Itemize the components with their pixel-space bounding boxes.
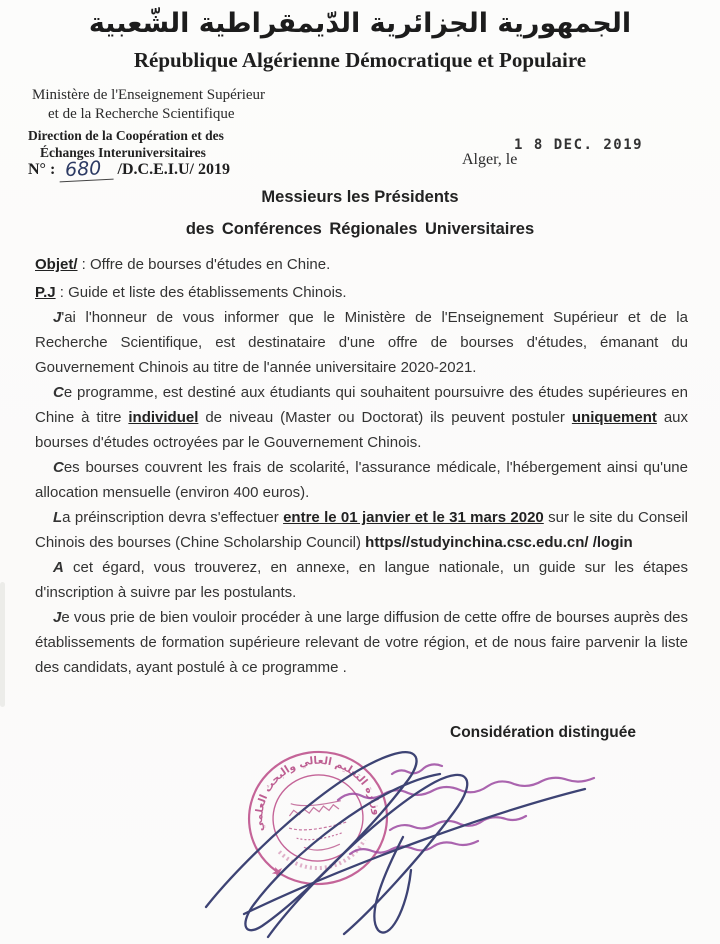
subject-block [35, 256, 347, 312]
stamp-inner-emblem [286, 796, 350, 854]
ministry-line2: et de la Recherche Scientifique [48, 106, 235, 122]
direction-line2: Échanges Interuniversitaires [40, 145, 206, 160]
text-segment: sur le site du Conseil Chinois des bourses (Chine Scholarship Council) [35, 509, 689, 551]
body-paragraph [35, 305, 688, 380]
text-segment: A [53, 559, 64, 576]
place-label: Alger, le [462, 151, 518, 168]
stamp-star-icon: ★ [268, 861, 288, 884]
text-segment: cet égard, vous trouverez, en annexe, en langue nationale, un guide sur les étapes d'inscription à suivre par les postulants. [35, 559, 688, 601]
body-paragraph [35, 555, 688, 605]
ref-prefix: N° : [28, 161, 56, 178]
ministry-stamp [240, 743, 395, 893]
reference-number-line [28, 157, 230, 180]
scan-edge-smudge [0, 582, 5, 707]
objet-label: Objet/ [35, 256, 78, 273]
date-stamp: 1 8 DEC. 2019 [514, 137, 644, 153]
stamp-ring-text: وزارة التعليم العالي والبحث العلمي [253, 754, 384, 832]
republic-title-french: République Algérienne Démocratique et Populaire [133, 48, 587, 72]
ministry-name [32, 86, 265, 124]
body-paragraph [35, 505, 688, 555]
text-segment: entre le 01 janvier et le 31 mars 2020 [283, 509, 544, 526]
text-segment: es bourses couvrent les frais de scolarité, l'assurance médicale, l'hébergement ainsi qu'une allocation mensuelle (environ 400 euros). [35, 459, 688, 501]
text-segment: C [53, 459, 64, 476]
recipient-line2: des Conférences Régionales Universitaires [185, 220, 535, 238]
stamp-and-signature-area [148, 742, 628, 944]
direction-line1: Direction de la Coopération et des [28, 128, 224, 143]
body-paragraph [35, 380, 688, 455]
objet-text: : Offre de bourses d'études en Chine. [77, 256, 331, 273]
text-segment: 'ai l'honneur de vous informer que le Ministère de l'Enseignement Supérieur et de la Recherche Scientifique, est destinataire d'une offre de bourses d'études, émanant du Gouvernement Chinois au titre de l'année universitaire 2020-2021. [35, 309, 688, 376]
text-segment: L [53, 509, 63, 526]
text-segment: uniquement [571, 409, 657, 426]
recipient-line1: Messieurs les Présidents [261, 188, 459, 206]
body-paragraph [35, 455, 688, 505]
letter-body [35, 305, 688, 680]
objet-line [35, 256, 347, 273]
ref-number-handwritten: 680 [59, 157, 114, 183]
text-segment: de niveau (Master ou Doctorat) ils peuvent postuler [198, 409, 572, 426]
body-paragraph [35, 605, 688, 680]
text-segment: e programme, est destiné aux étudiants qui souhaitent poursuivre des études supérieures en Chine à titre [35, 384, 688, 426]
text-segment: aux bourses d'études octroyées par le Gouvernement Chinois. [35, 409, 689, 451]
closing-salutation: Considération distinguée [450, 724, 637, 741]
text-segment: a préinscription devra s'effectuer [62, 509, 284, 526]
direction-name [28, 127, 224, 161]
pj-line [35, 284, 347, 301]
text-segment: https//studyinchina.csc.edu.cn/ /login [365, 534, 633, 551]
text-segment: J [53, 609, 62, 626]
stamp-signature-svg [148, 742, 628, 944]
text-segment: individuel [128, 409, 199, 426]
ref-suffix: /D.C.E.I.U/ 2019 [117, 161, 230, 178]
text-segment: J [53, 309, 62, 326]
republic-title-arabic: الجمهورية الجزائرية الدّيمقراطية الشّعبية [88, 8, 632, 39]
text-segment: e vous prie de bien vouloir procéder à une large diffusion de cette offre de bourses auprès des établissements de formation supérieure relevant de votre région, et de nous faire parvenir la liste des candidats, ayant postulé à ce programme . [35, 609, 688, 676]
pj-text: : Guide et liste des établissements Chinois. [55, 284, 347, 301]
pj-label: P.J [35, 284, 56, 301]
recipient-block [0, 188, 720, 239]
ministry-line1: Ministère de l'Enseignement Supérieur [32, 87, 266, 103]
text-segment: C [53, 384, 64, 401]
